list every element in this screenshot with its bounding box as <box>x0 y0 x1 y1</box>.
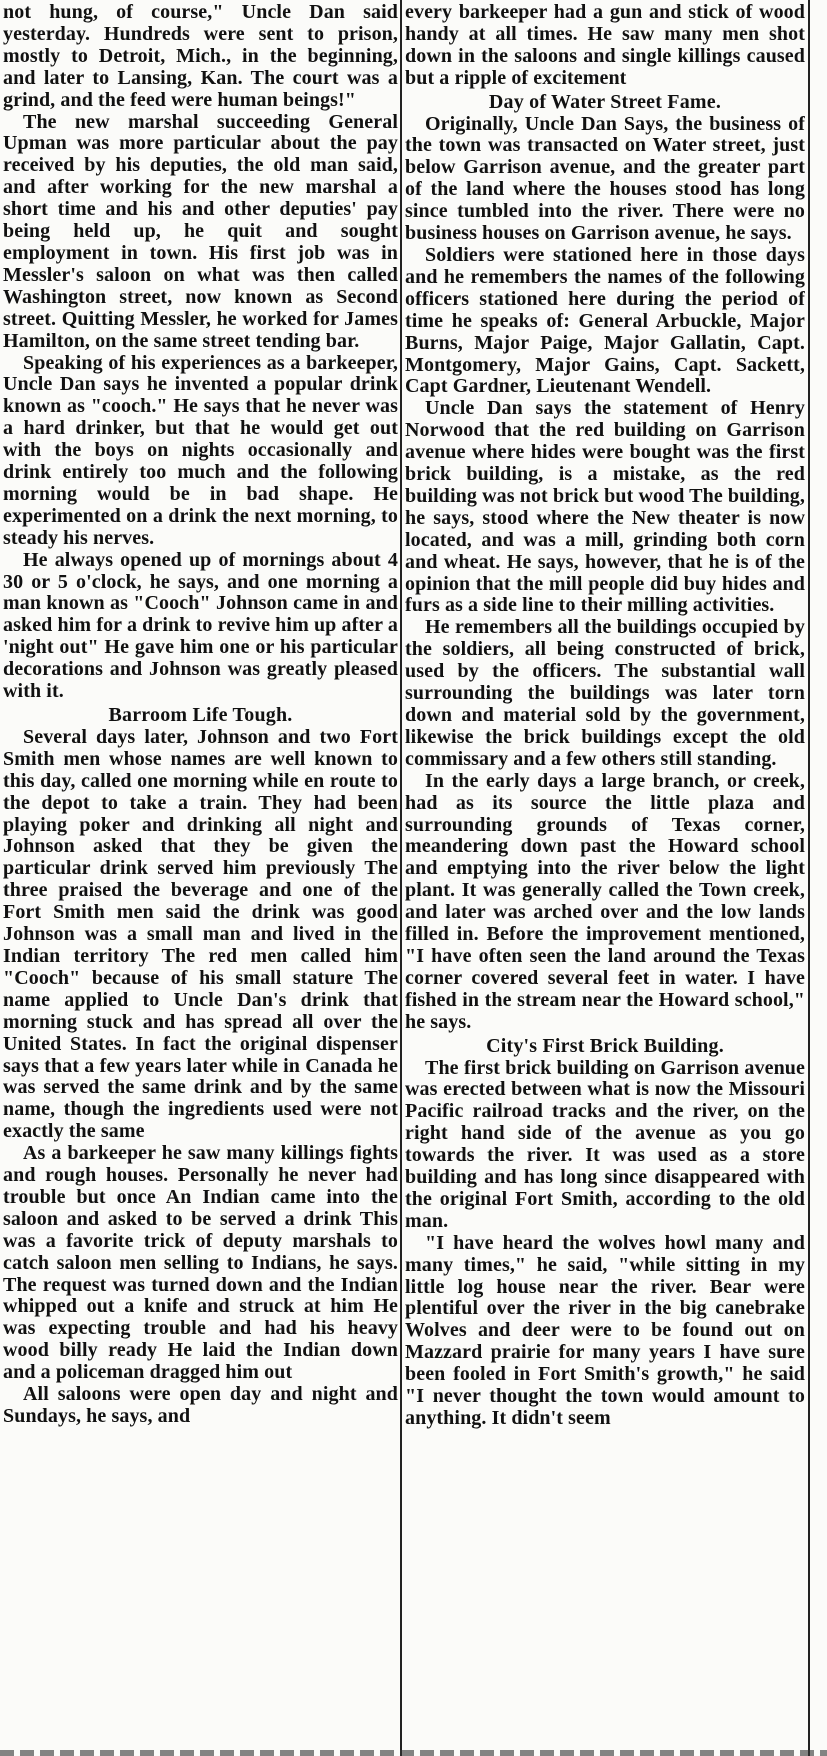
subheading: Day of Water Street Fame. <box>488 90 722 113</box>
column-rule-right <box>808 0 810 1756</box>
subheading: Barroom Life Tough. <box>108 704 293 726</box>
paragraph: As a barkeeper he saw many killings fights and rough houses. Personally he never had trouble but once An Indian came into the saloon and asked to be served a drink This was a favorite trick of deputy marshals to catch saloon men selling to Indians, he says. The request was turned down and the Indian whipped out a knife and struck at him He was expecting trouble and had his heavy wood billy ready He laid the Indian down and a policeman dragged him out <box>3 1142 398 1384</box>
paragraph: He remembers all the buildings occupied by the soldiers, all being constructed of brick, used by the officers. The substantial wall surrounding the buildings was later torn down and material sold by the government, likewise the brick buildings except the old commissary and a few others still standing. <box>405 616 805 770</box>
paragraph: Originally, Uncle Dan Says, the business of the town was transacted on Water street, just below Garrison avenue, and the greater part of the land where the houses stood has long since tumbled into the river. There were no business houses on Garrison avenue, he says. <box>405 112 805 245</box>
bottom-rule <box>0 1750 827 1756</box>
subheading: City's First Brick Building. <box>486 1034 724 1057</box>
paragraph: not hung, of course," Uncle Dan said yesterday. Hundreds were sent to prison, mostly to Detroit, Mich., in the beginning, and later to Lansing, Kan. The court was a grind, and the feed were human beings!" <box>3 2 398 111</box>
paragraph: In the early days a large branch, or creek, had as its source the little plaza and surrounding grounds of Texas corner, meandering down past the Howard school and emptying into the river below the light plant. It was generally called the Town creek, and later was arched over and the low lands filled in. Before the improvement mentioned, "I have often seen the land around the Texas corner covered several feet in water. I have fished in the stream near the Howard school," he says. <box>405 769 805 1033</box>
paragraph: "I have heard the wolves howl many and many times," he said, "while sitting in my little log house near the river. Bear were plentiful over the river in the big canebrake Wolves and deer were to be found out on Mazzard prairie for many years I have sure been fooled in Fort Smith's growth," he said "I never thought the town would amount to anything. It didn't seem <box>405 1231 805 1429</box>
left-column <box>3 2 398 1748</box>
paragraph: The new marshal succeeding General Upman was more particular about the pay received by his deputies, the old man said, and after working for the new marshal a short time and his and other deputies' pay being held up, he quit and sought employment in town. His first job was in Messler's saloon on what was then called Washington street, now known as Second street. Quitting Messler, he worked for James Hamilton, on the same street tending bar. <box>3 110 398 352</box>
paragraph: Speaking of his experiences as a barkeeper, Uncle Dan says he invented a popular drink known as "cooch." He says that he never was a hard drinker, but that he would get out with the boys on nights occasionally and drink entirely too much and the following morning would be in bad shape. He experimented on a drink the next morning, to steady his nerves. <box>3 351 398 549</box>
column-rule <box>400 0 402 1756</box>
paragraph: every barkeeper had a gun and stick of wood handy at all times. He saw many men shot down in the saloons and single killings caused but a ripple of excitement <box>405 2 805 89</box>
right-column <box>405 2 805 1748</box>
paragraph: Uncle Dan says the statement of Henry Norwood that the red building on Garrison avenue where hides were bought was the first brick building, is a mistake, as the red building was not brick but wood The building, he says, stood where the New theater is now located, and was a mill, grinding both corn and wheat. He says, however, that he is of the opinion that the mill people did buy hides and furs as a side line to their milling activities. <box>405 397 805 617</box>
paragraph: Several days later, Johnson and two Fort Smith men whose names are well known to this day, called one morning while en route to the depot to take a train. They had been playing poker and drinking all night and Johnson asked that they be given the particular drink served him previously The three praised the beverage and one of the Fort Smith men said the drink was good Johnson was a small man and lived in the Indian territory The red men called him "Cooch" because of his small stature The name applied to Uncle Dan's drink that morning stuck and has spread all over the United States. In fact the original dispenser says that a few years later while in Canada he was served the same drink and by the same name, though the ingredients used were not exactly the same <box>3 725 398 1143</box>
paragraph: He always opened up of mornings about 4 30 or 5 o'clock, he says, and one morning a man known as "Cooch" Johnson came in and asked him for a drink to revive him up after a 'night out" He gave him one or his particular decorations and Johnson was greatly pleased with it. <box>3 548 398 703</box>
paragraph: All saloons were open day and night and Sundays, he says, and <box>3 1383 398 1427</box>
paragraph: The first brick building on Garrison avenue was erected between what is now the Missouri Pacific railroad tracks and the river, on the right hand side of the avenue as you go towards the river. It was used as a store building and has long since disappeared with the original Fort Smith, according to the old man. <box>405 1056 805 1232</box>
paragraph: Soldiers were stationed here in those days and he remembers the names of the following officers stationed here during the period of time he speaks of: General Arbuckle, Major Burns, Major Paige, Major Gallatin, Capt. Montgomery, Major Gains, Capt. Sackett, Capt Gardner, Lieutenant Wendell. <box>405 243 805 398</box>
